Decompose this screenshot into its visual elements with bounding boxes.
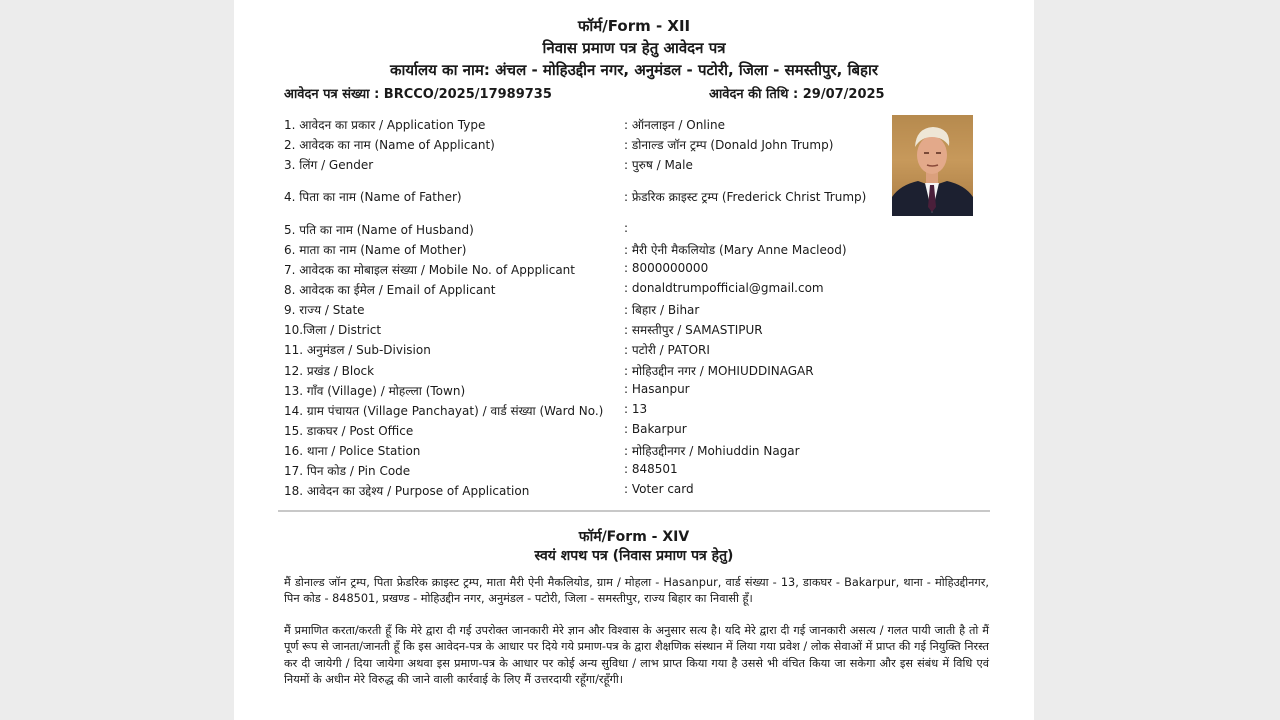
field-value: : मोहिउद्दीन नगर / MOHIUDDINAGAR — [624, 364, 814, 378]
field-label: 3. लिंग / Gender — [284, 158, 374, 172]
field-value: : 8000000000 — [624, 261, 709, 275]
field-value: : डोनाल्ड जॉन ट्रम्प (Donald John Trump) — [624, 138, 834, 152]
field-label: 16. थाना / Police Station — [284, 444, 421, 458]
field-value: : 848501 — [624, 462, 678, 476]
form-subtitle: निवास प्रमाण पत्र हेतु आवेदन पत्र — [542, 39, 726, 57]
office-name: कार्यालय का नाम: अंचल - मोहिउद्दीन नगर, अनुमंडल - पटोरी, जिला - समस्तीपुर, बिहार — [389, 61, 879, 79]
field-value: : — [624, 221, 629, 235]
field-label: 6. माता का नाम (Name of Mother) — [284, 243, 467, 257]
section-divider — [278, 510, 990, 512]
field-label: 15. डाकघर / Post Office — [284, 424, 414, 438]
field-value: : मैरी ऐनी मैकलियोड (Mary Anne Macleod) — [624, 243, 847, 257]
document-page — [234, 0, 1034, 720]
field-value: : Bakarpur — [624, 422, 687, 436]
field-value: : 13 — [624, 402, 648, 416]
field-value: : ऑनलाइन / Online — [624, 118, 725, 132]
field-label: 12. प्रखंड / Block — [284, 364, 375, 378]
field-value: : Voter card — [624, 482, 694, 496]
affidavit-subtitle: स्वयं शपथ पत्र (निवास प्रमाण पत्र हेतु) — [534, 548, 734, 564]
field-label: 4. पिता का नाम (Name of Father) — [284, 190, 462, 204]
field-label: 13. गाँव (Village) / मोहल्ला (Town) — [284, 384, 466, 398]
field-label: 9. राज्य / State — [284, 303, 365, 317]
field-label: 7. आवेदक का मोबाइल संख्या / Mobile No. of Appplicant — [284, 263, 575, 277]
field-value: : पटोरी / PATORI — [624, 343, 710, 357]
field-value: : पुरुष / Male — [624, 158, 693, 172]
field-label: 10.जिला / District — [284, 323, 382, 337]
field-label: 17. पिन कोड / Pin Code — [284, 464, 411, 478]
field-value: : समस्तीपुर / SAMASTIPUR — [624, 323, 763, 337]
affidavit-form-title: फॉर्म/Form - XIV — [578, 529, 690, 545]
affidavit-paragraph-1: मैं डोनाल्ड जॉन ट्रम्प, पिता फ्रेडरिक क्राइस्ट ट्रम्प, माता मैरी ऐनी मैकलियोड, ग्राम / मोहला - Hasanpur, वार्ड संख्या - 13, डाकघर - Bakarpur, थाना - मोहिउद्दीनगर, पिन कोड - 848501, प्रखण्ड - मोहिउद्दीन नगर, अनुमंडल - पटोरी, जिला - समस्तीपुर, राज्य बिहार का निवासी हूँ। — [284, 576, 989, 606]
field-value: : बिहार / Bihar — [624, 303, 700, 317]
field-value: : फ्रेडरिक क्राइस्ट ट्रम्प (Frederick Christ Trump) — [624, 190, 867, 204]
application-number: आवेदन पत्र संख्या : BRCCO/2025/17989735 — [284, 87, 552, 102]
field-value: : donaldtrumpofficial@gmail.com — [624, 281, 824, 295]
field-label: 8. आवेदक का ईमेल / Email of Applicant — [284, 283, 496, 297]
field-label: 2. आवेदक का नाम (Name of Applicant) — [284, 138, 495, 152]
field-label: 1. आवेदन का प्रकार / Application Type — [284, 118, 486, 132]
field-label: 18. आवेदन का उद्देश्य / Purpose of Application — [284, 484, 530, 498]
applicant-photo — [892, 115, 973, 216]
field-value: : मोहिउद्दीनगर / Mohiuddin Nagar — [624, 444, 800, 458]
field-value: : Hasanpur — [624, 382, 690, 396]
affidavit-paragraph-2: मैं प्रमाणित करता/करती हूँ कि मेरे द्वारा दी गई उपरोक्त जानकारी मेरे ज्ञान और विश्वास के अनुसार सत्य है। यदि मेरे द्वारा दी गई जानकारी असत्य / गलत पायी जाती है तो मैं पूर्ण रूप से जानता/जानती हूँ कि इस आवेदन-पत्र के आधार पर दिये गये प्रमाण-पत्र के द्वारा शैक्षणिक संस्थान में लिया गया प्रवेश / लोक सेवाओं में प्राप्त की गई नियुक्ति निरस्त कर दी जायेगी / दिया जायेगा अथवा इस प्रमाण-पत्र के आधार पर कोई अन्य सुविधा / लाभ प्राप्त किया गया है उससे भी वंचित किया जा सकेगा और इस संबंध में विधि एवं नियमों के अधीन मेरे विरुद्ध की जाने वाली कार्रवाई के लिए मैं उत्तरदायी रहूँगा/रहूँगी। — [284, 624, 989, 687]
field-label: 14. ग्राम पंचायत (Village Panchayat) / वार्ड संख्या (Ward No.) — [284, 404, 604, 418]
application-date: आवेदन की तिथि : 29/07/2025 — [709, 87, 885, 102]
field-label: 11. अनुमंडल / Sub-Division — [284, 343, 431, 357]
form-title: फॉर्म/Form - XII — [577, 17, 691, 35]
field-label: 5. पति का नाम (Name of Husband) — [284, 223, 474, 237]
